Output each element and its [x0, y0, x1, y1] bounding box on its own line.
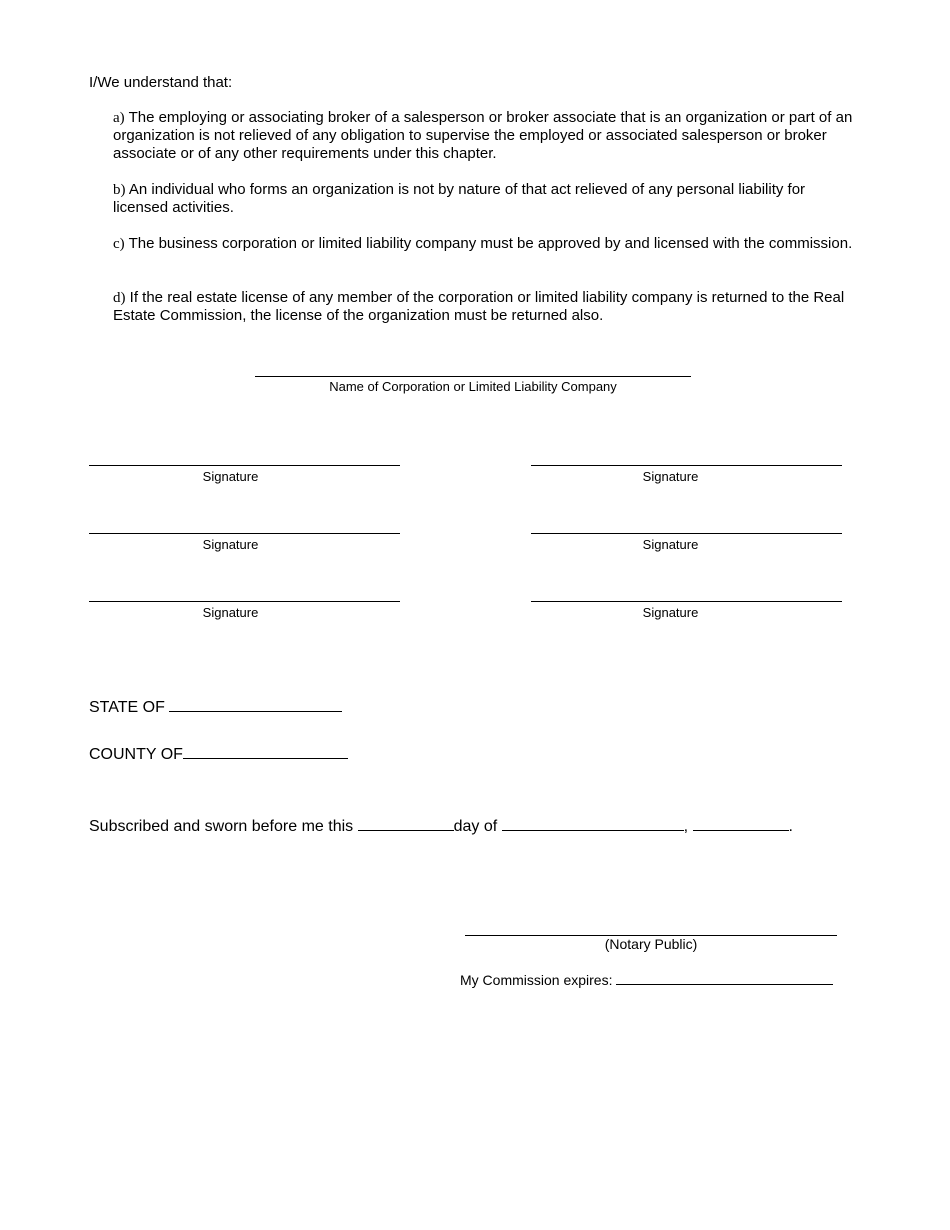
signature-line-2[interactable]: [531, 465, 842, 466]
statement-d: [113, 289, 858, 325]
signature-line-1[interactable]: [89, 465, 400, 466]
commission-label: My Commission expires:: [460, 972, 613, 988]
county-field: [89, 744, 348, 764]
signature-line-6[interactable]: [531, 601, 842, 602]
signature-caption-3: Signature: [202, 537, 259, 552]
company-name-caption: Name of Corporation or Limited Liability Company: [329, 379, 617, 394]
signature-line-3[interactable]: [89, 533, 400, 534]
sworn-prefix: Subscribed and sworn before me this: [89, 818, 354, 835]
statement-d-letter: d): [113, 290, 126, 306]
sworn-period: .: [788, 818, 793, 835]
signature-caption-5: Signature: [202, 605, 259, 620]
sworn-day-blank[interactable]: [358, 816, 454, 831]
signature-line-5[interactable]: [89, 601, 400, 602]
signature-line-4[interactable]: [531, 533, 842, 534]
intro-text: I/We understand that:: [89, 74, 233, 91]
signature-caption-1: Signature: [202, 469, 259, 484]
statement-c: [113, 235, 858, 253]
county-label: COUNTY OF: [89, 746, 183, 763]
statement-c-letter: c): [113, 236, 125, 252]
company-name-line[interactable]: [255, 376, 691, 377]
statement-b-letter: b): [113, 182, 126, 198]
sworn-month-blank[interactable]: [502, 816, 684, 831]
sworn-comma: ,: [683, 818, 689, 835]
sworn-day-of: day of: [453, 818, 498, 835]
signature-caption-4: Signature: [642, 537, 699, 552]
state-blank[interactable]: [169, 697, 342, 712]
signature-caption-2: Signature: [642, 469, 699, 484]
statement-a-text: The employing or associating broker of a salesperson or broker associate that is an organization or part of an organization is not relieved of any obligation to supervise the employed or associated salesperson or broker associate or of any other requirements under this chapter.: [113, 109, 853, 162]
statement-a-letter: a): [113, 110, 125, 126]
notary-caption: (Notary Public): [604, 936, 698, 952]
commission-blank[interactable]: [616, 971, 833, 985]
state-label: STATE OF: [89, 699, 165, 716]
statement-a: [113, 109, 858, 163]
statement-b-text: An individual who forms an organization is not by nature of that act relieved of any personal liability for licensed activities.: [113, 181, 806, 216]
state-field: [89, 697, 342, 717]
signature-caption-6: Signature: [642, 605, 699, 620]
statement-c-text: The business corporation or limited liability company must be approved by and licensed with the commission.: [128, 235, 853, 252]
sworn-statement: [89, 816, 793, 836]
statement-b: [113, 181, 858, 217]
commission-expires: [460, 971, 833, 988]
statement-d-text: If the real estate license of any member of the corporation or limited liability company is returned to the Real Estate Commission, the license of the organization must be returned also.: [113, 289, 845, 324]
sworn-year-blank[interactable]: [693, 816, 789, 831]
county-blank[interactable]: [183, 744, 348, 759]
